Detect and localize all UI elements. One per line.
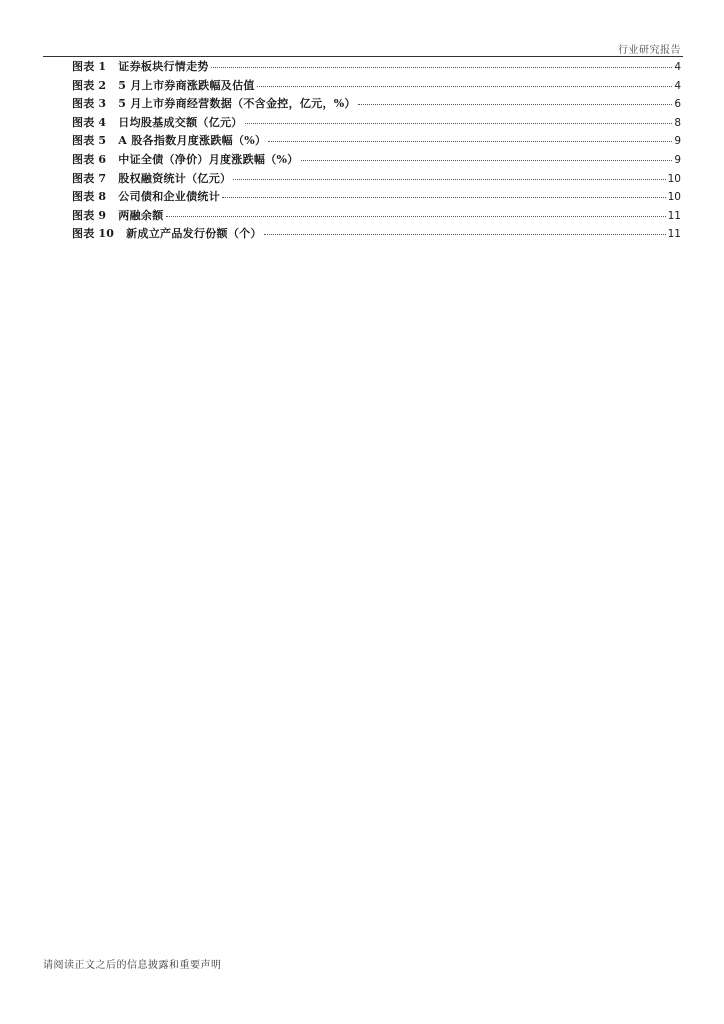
toc-entry[interactable]: [72, 225, 681, 244]
toc-entry[interactable]: [72, 170, 681, 189]
toc-entry-label: 图表 3: [72, 97, 107, 111]
toc-entry-page: 6: [674, 98, 681, 111]
toc-leader-dots: [301, 160, 673, 161]
toc-entry[interactable]: [72, 77, 681, 96]
toc-entry[interactable]: [72, 188, 681, 207]
toc-entry-page: 9: [674, 153, 681, 166]
toc-entry-page: 11: [667, 228, 681, 241]
toc-entry-page: 4: [674, 61, 681, 73]
toc-entry[interactable]: [72, 132, 681, 151]
toc-entry[interactable]: [72, 151, 681, 170]
toc-entry-page: 8: [674, 116, 681, 129]
toc-entry-title: A 股各指数月度涨跌幅（%）: [118, 134, 267, 148]
toc-leader-dots: [222, 197, 666, 198]
toc-leader-dots: [358, 104, 672, 105]
toc-leader-dots: [257, 86, 673, 87]
toc-leader-dots: [211, 67, 673, 68]
toc-entry[interactable]: [72, 114, 681, 133]
toc-entry-page: 9: [674, 135, 681, 148]
toc-entry-title: 中证全债（净价）月度涨跌幅（%）: [118, 152, 299, 166]
toc-entry[interactable]: [72, 58, 681, 77]
toc-entry-label: 图表 9: [72, 208, 107, 222]
toc-leader-dots: [268, 141, 672, 142]
figure-table-of-contents: [72, 58, 681, 244]
toc-leader-dots: [245, 123, 673, 124]
page-footer-disclaimer: 请阅读正文之后的信息披露和重要声明: [43, 960, 222, 971]
toc-leader-dots: [166, 216, 666, 217]
toc-leader-dots: [233, 179, 665, 180]
toc-entry-page: 10: [667, 172, 681, 185]
toc-entry-label: 图表 10: [72, 227, 115, 241]
toc-entry-page: 11: [667, 209, 681, 222]
toc-entry-label: 图表 7: [72, 171, 107, 185]
toc-entry-page: 10: [667, 191, 681, 204]
toc-entry-label: 图表 8: [72, 190, 107, 204]
page-header: 行业研究报告: [618, 45, 681, 56]
toc-entry-title: 新成立产品发行份额（个）: [126, 227, 262, 241]
toc-entry-title: 5 月上市券商经营数据（不含金控，亿元，%）: [118, 97, 356, 111]
toc-entry-label: 图表 4: [72, 115, 107, 129]
toc-entry-title: 证券板块行情走势: [118, 60, 209, 73]
header-divider: [43, 56, 683, 57]
toc-entry-title: 日均股基成交额（亿元）: [118, 115, 243, 129]
toc-entry-title: 股权融资统计（亿元）: [118, 171, 232, 185]
toc-entry[interactable]: [72, 95, 681, 114]
toc-entry[interactable]: [72, 207, 681, 226]
toc-entry-title: 5 月上市券商涨跌幅及估值: [118, 78, 255, 92]
toc-entry-label: 图表 6: [72, 152, 107, 166]
toc-entry-title: 公司债和企业债统计: [118, 190, 220, 204]
toc-entry-label: 图表 1: [72, 60, 107, 73]
toc-entry-page: 4: [674, 79, 681, 92]
toc-entry-label: 图表 2: [72, 78, 107, 92]
toc-leader-dots: [264, 234, 666, 235]
toc-entry-label: 图表 5: [72, 134, 107, 148]
toc-entry-title: 两融余额: [118, 208, 164, 222]
